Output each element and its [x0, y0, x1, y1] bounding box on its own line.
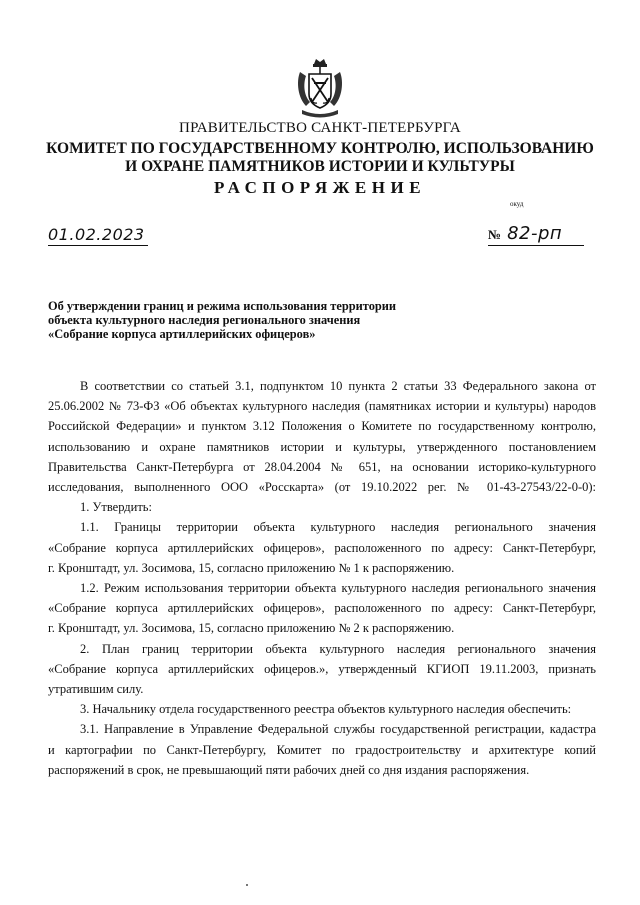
document-number: 82-рп: [507, 223, 563, 244]
number-sign: №: [488, 227, 502, 242]
subject-line: объекта культурного наследия регионального значения: [48, 313, 361, 327]
clause-3: 3. Начальнику отдела государственного реестра объектов культурного наследия обеспечить:: [80, 702, 572, 717]
document-date: 01.02.2023: [48, 225, 148, 246]
document-body: [48, 376, 596, 780]
clause-1-1-line: 1.1. Границы территории объекта культурного наследия регионального значения: [80, 520, 596, 535]
okud-label: окуд: [510, 200, 524, 208]
preamble-line: исследования, выполненного ООО «Росскарта» (от 19.10.2022 рег. № 01-43-27543/22-0-0):: [48, 480, 596, 495]
clause-1-2-line: г. Кронштадт, ул. Зосимова, 15, согласно приложению № 2 к распоряжению.: [48, 621, 455, 636]
clause-3-1-line: и картографии по Санкт-Петербургу, Комитет по градостроительству и архитектуре копий: [48, 742, 596, 757]
clause-1: 1. Утвердить:: [80, 500, 152, 515]
preamble-line: 25.06.2002 № 73-ФЗ «Об объектах культурного наследия (памятниках истории и культуры) народов: [48, 399, 596, 414]
clause-1-2-line: 1.2. Режим использования территории объекта культурного наследия регионального значения: [80, 581, 596, 596]
preamble-line: Правительства Санкт-Петербурга от 28.04.2004 № 651, на основании историко-культурного: [48, 459, 596, 474]
committee-title-line-1: КОМИТЕТ ПО ГОСУДАРСТВЕННОМУ КОНТРОЛЮ, ИСПОЛЬЗОВАНИЮ: [46, 140, 594, 157]
scan-speck: [246, 884, 248, 886]
document-type-title: РАСПОРЯЖЕНИЕ: [213, 178, 427, 197]
document-subject: [48, 299, 468, 341]
clause-3-1-line: 3.1. Направление в Управление Федеральной службы государственной регистрации, кадастра: [80, 722, 596, 737]
clause-2-line: «Собрание корпуса артиллерийских офицеров.», утвержденный КГИОП 19.11.2003, признать: [48, 661, 596, 676]
document-number-field: [488, 223, 584, 246]
subject-line: «Собрание корпуса артиллерийских офицеров»: [48, 327, 316, 341]
clause-1-2-line: «Собрание корпуса артиллерийских офицеров», расположенного по адресу: Санкт-Петербург,: [48, 601, 596, 616]
coat-of-arms-emblem: [294, 58, 346, 120]
coat-of-arms-icon: [294, 58, 346, 120]
committee-title-line-2: И ОХРАНЕ ПАМЯТНИКОВ ИСТОРИИ И КУЛЬТУРЫ: [125, 158, 515, 175]
preamble-line: Российской Федерации» и пунктом 3.12 Положения о Комитете по государственному контролю,: [48, 419, 596, 434]
government-title: ПРАВИТЕЛЬСТВО САНКТ-ПЕТЕРБУРГА: [179, 120, 461, 136]
clause-2-line: 2. План границ территории объекта культурного наследия регионального значения: [80, 641, 596, 656]
clause-1-1-line: г. Кронштадт, ул. Зосимова, 15, согласно приложению № 1 к распоряжению.: [48, 560, 455, 575]
subject-line: Об утверждении границ и режима использования территории: [48, 299, 397, 313]
preamble-line: использованию и охране памятников истории и культуры, утвержденного постановлением: [48, 439, 596, 454]
clause-1-1-line: «Собрание корпуса артиллерийских офицеров», расположенного по адресу: Санкт-Петербург,: [48, 540, 596, 555]
clause-3-1-line: распоряжений в срок, не превышающий пяти рабочих дней со дня издания распоряжения.: [48, 762, 530, 777]
preamble-line: В соответствии со статьей 3.1, подпунктом 10 пункта 2 статьи 33 Федерального закона от: [80, 379, 596, 393]
clause-2-line: утратившим силу.: [48, 682, 144, 697]
